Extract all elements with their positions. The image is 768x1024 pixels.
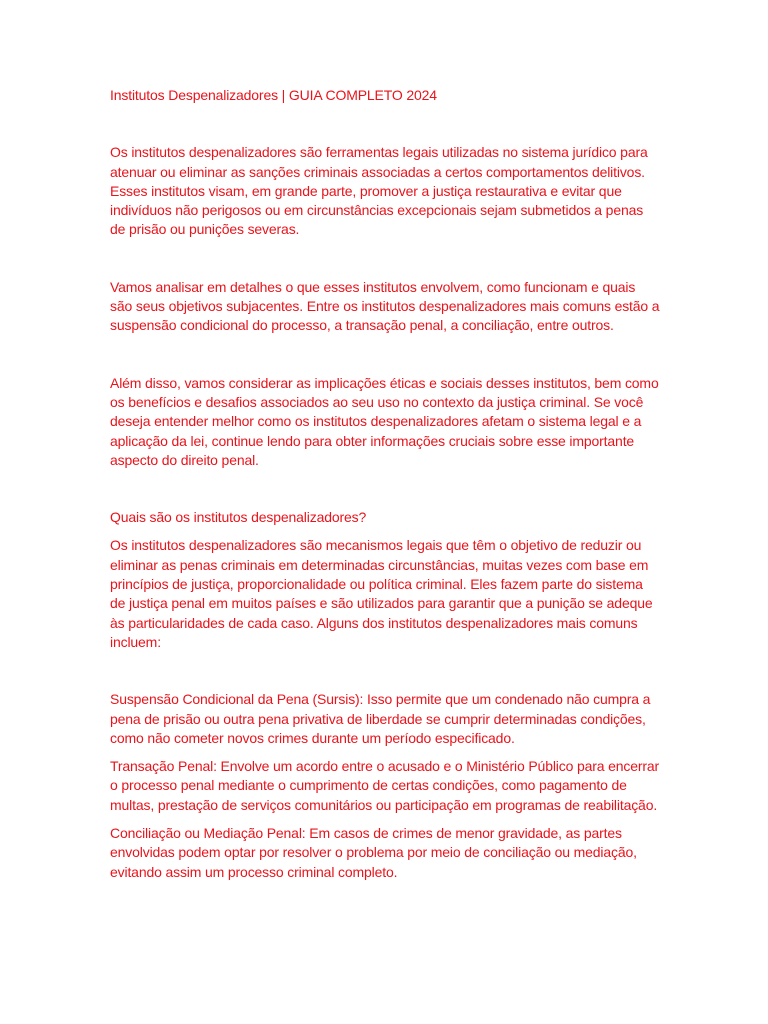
list-item-sursis: Suspensão Condicional da Pena (Sursis): Isso permite que um condenado não cumpra a pena de prisão ou outra pena privativa de liberdade se cumprir determinadas condições, como não cometer novos crimes durante um período especificado. xyxy=(110,691,651,746)
intro-paragraph-2: Vamos analisar em detalhes o que esses institutos envolvem, como funcionam e quais são seus objetivos subjacentes. Entre os institutos despenalizadores mais comuns estão a suspensão condicional do processo, a transação penal, a conciliação, entre outros. xyxy=(110,278,660,334)
list-item-conciliacao: Conciliação ou Mediação Penal: Em casos de crimes de menor gravidade, as partes envolvidas podem optar por resolver o problema por meio de conciliação ou mediação, evitando assim um processo criminal completo. xyxy=(110,825,637,880)
definition-paragraph: Os institutos despenalizadores são mecanismos legais que têm o objetivo de reduzir ou eliminar as penas criminais em determinadas circunstâncias, muitas vezes com base em princípios de justiça, proporcionalidade ou política criminal. Eles fazem parte do sistema de justiça penal em muitos países e são utilizados para garantir que a punição se adeque às particularidades de cada caso. Alguns dos institutos despenalizadores mais comuns incluem: xyxy=(110,537,653,650)
document-title: Institutos Despenalizadores | GUIA COMPLETO 2024 xyxy=(110,87,437,103)
intro-paragraph-3: Além disso, vamos considerar as implicações éticas e sociais desses institutos, bem como os benefícios e desafios associados ao seu uso no contexto da justiça criminal. Se você deseja entender melhor como os institutos despenalizadores afetam o sistema legal e a aplicação da lei, continue lendo para obter informações cruciais sobre esse importante aspecto do direito penal. xyxy=(110,374,659,468)
list-item-transacao-penal: Transação Penal: Envolve um acordo entre o acusado e o Ministério Público para encerrar o processo penal mediante o cumprimento de certas condições, como pagamento de multas, prestação de serviços comunitários ou participação em programas de reabilitação. xyxy=(110,758,660,813)
intro-paragraph-1: Os institutos despenalizadores são ferramentas legais utilizadas no sistema jurídico para atenuar ou eliminar as sanções criminais associadas a certos comportamentos delitivos. Esses institutos visam, em grande parte, promover a justiça restaurativa e evitar que indivíduos não perigosos ou em circunstâncias excepcionais sejam submetidos a penas de prisão ou punições severas. xyxy=(110,144,648,238)
section-heading: Quais são os institutos despenalizadores? xyxy=(110,509,367,526)
